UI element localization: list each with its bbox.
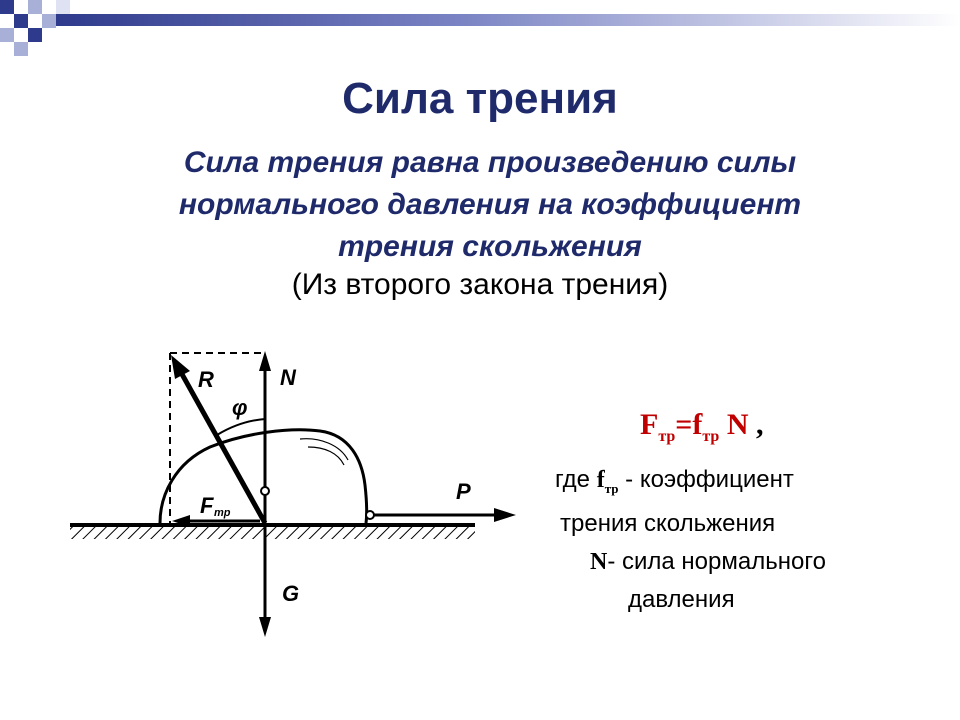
body-outline	[160, 430, 367, 523]
formula-tail: ,	[748, 408, 764, 441]
formula-f-sub: тр	[658, 428, 676, 445]
friction-force-diagram	[60, 335, 530, 655]
legend-f-sub: тр	[604, 480, 619, 496]
legend-line-4: давления	[628, 586, 735, 613]
legend-prefix: где	[555, 466, 597, 493]
legend-n-symbol: N	[590, 549, 608, 575]
formula-f: F	[640, 408, 659, 441]
label-phi: φ	[232, 395, 248, 420]
label-f: F	[200, 493, 214, 518]
friction-formula	[640, 408, 764, 446]
arrowhead-g	[259, 617, 271, 637]
slide-title: Сила трения	[342, 74, 618, 123]
center-point	[261, 487, 269, 495]
ground-hatching	[70, 527, 475, 539]
label-p: P	[456, 479, 471, 504]
subtitle-line: трения скольжения	[338, 230, 642, 263]
legend-suffix: - коэффициент	[618, 466, 794, 493]
formula-eq: =f	[675, 408, 703, 441]
corner-decoration	[0, 0, 960, 60]
arrowhead-p	[494, 508, 516, 522]
arrowhead-r	[171, 355, 190, 379]
formula-coef-sub: тр	[702, 428, 720, 445]
subtitle-line: нормального давления на коэффициент	[178, 188, 802, 221]
vector-r	[178, 367, 265, 523]
pull-point	[366, 511, 374, 519]
legend-line-3	[590, 548, 826, 576]
source-note: (Из второго закона трения)	[291, 268, 669, 301]
body-shading	[300, 439, 348, 465]
legend-line-2: трения скольжения	[560, 510, 776, 537]
formula-n: N	[719, 408, 749, 441]
subtitle-line: Сила трения равна произведению силы	[183, 146, 797, 179]
label-g: G	[282, 581, 300, 606]
slide-subtitle	[80, 142, 900, 268]
legend-n-desc: - сила нормального	[607, 548, 826, 575]
label-n: N	[280, 365, 296, 390]
legend-f-symbol: f	[596, 467, 605, 493]
label-f-sub: тр	[214, 507, 231, 519]
label-r: R	[198, 367, 214, 392]
legend-line-1	[555, 466, 794, 497]
